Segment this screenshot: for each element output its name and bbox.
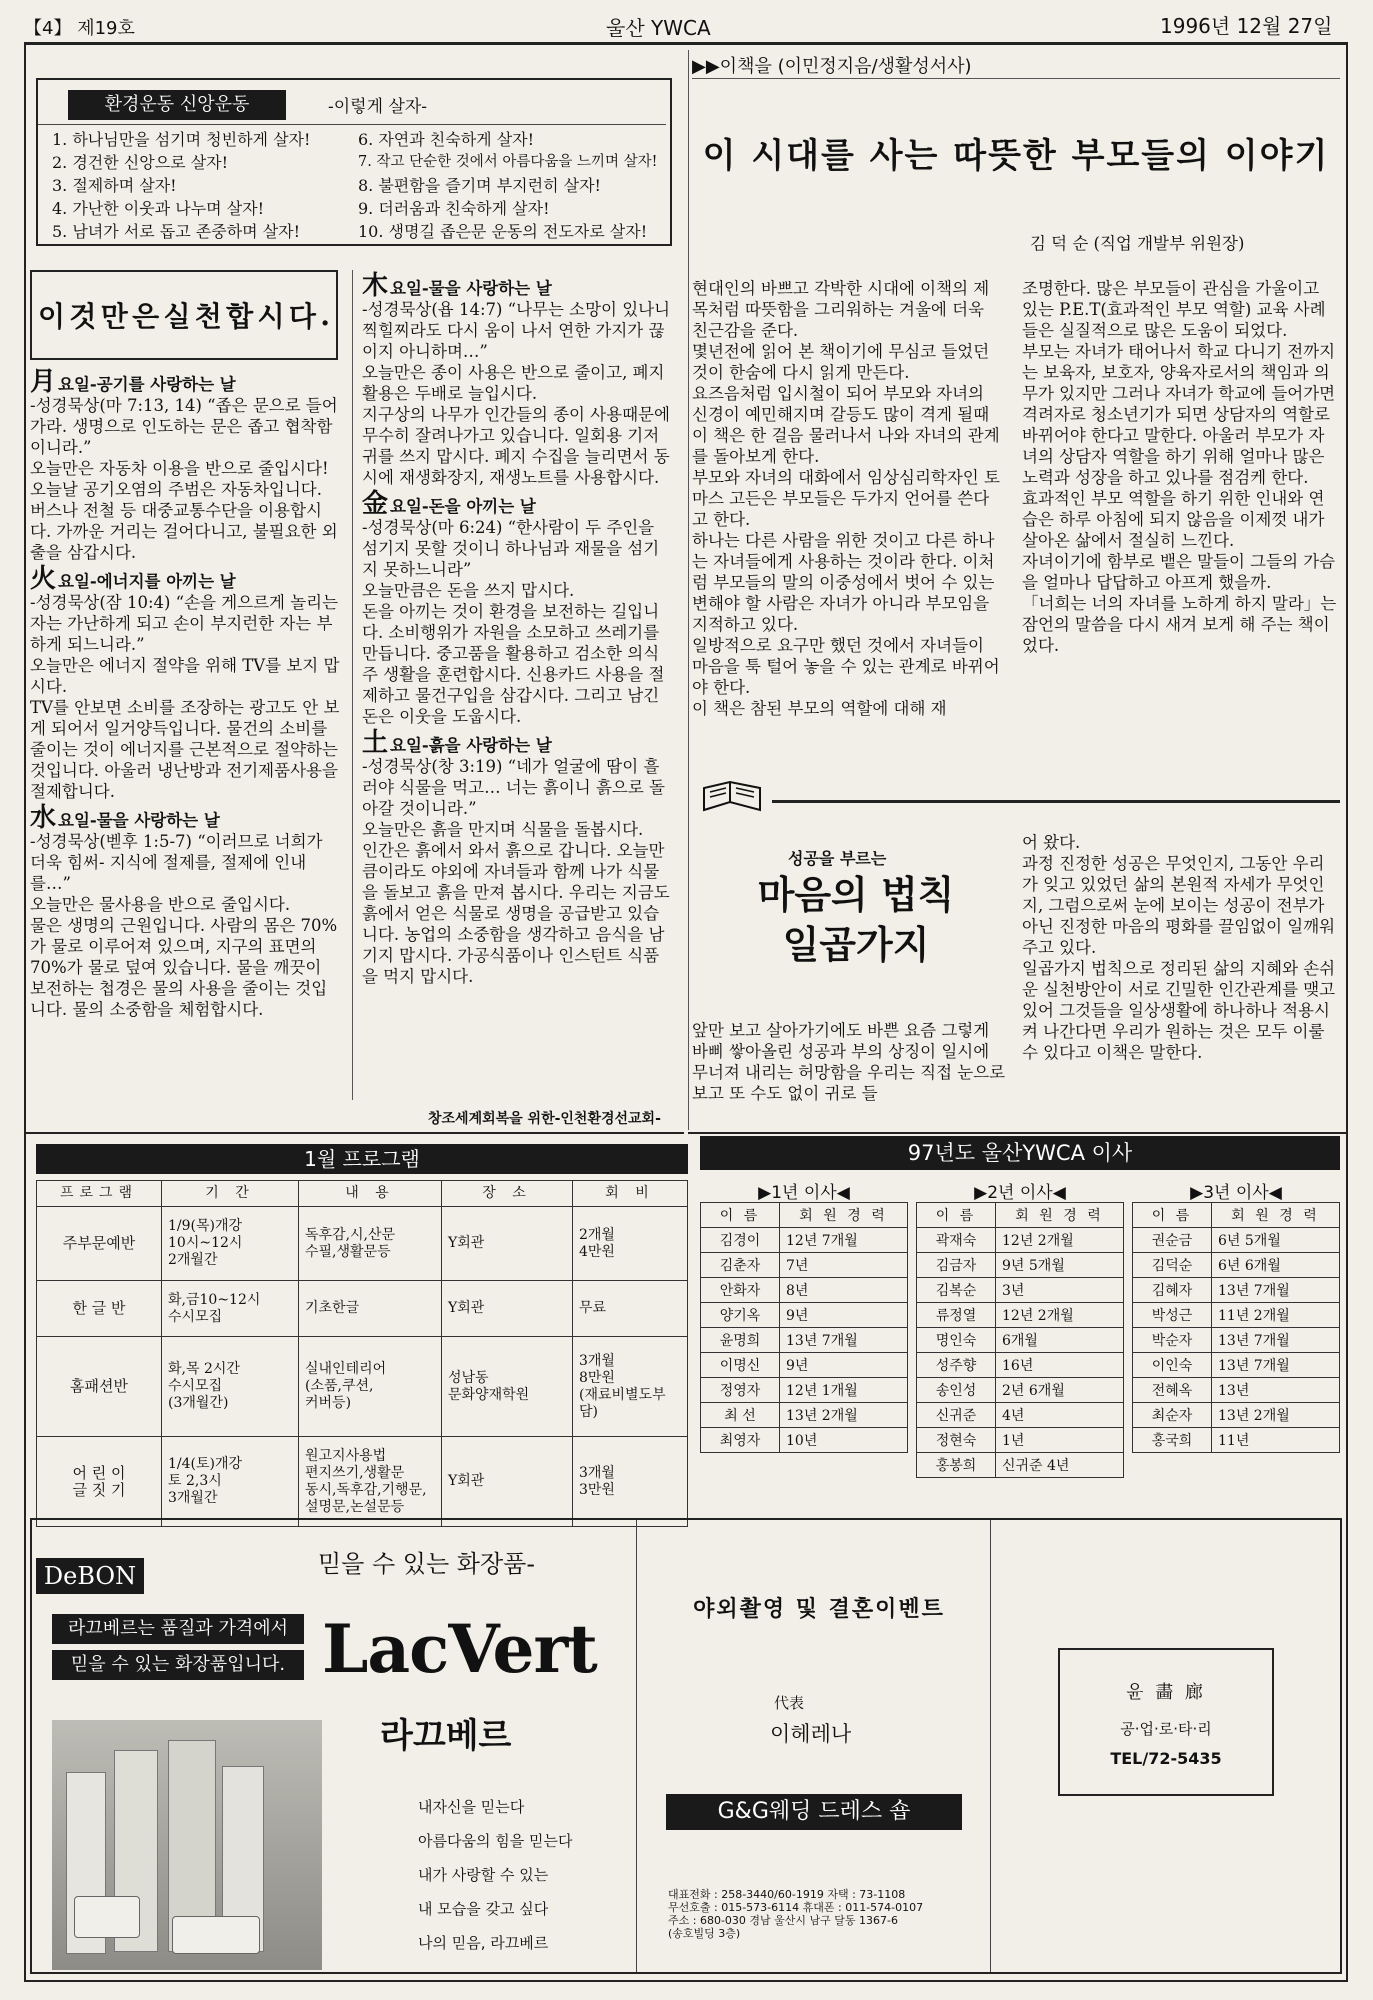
env-item: 8. 불편함을 즐기며 부지런히 살자! [358, 176, 601, 195]
studio-tel: TEL/72-5435 [1110, 1749, 1222, 1768]
env-item: 7. 작고 단순한 것에서 아름다움을 느끼며 살자! [358, 154, 658, 170]
table-row: 정현숙 1년 [917, 1428, 1124, 1453]
book-title: 이 시대를 사는 따뜻한 부모들의 이야기 [702, 136, 1330, 176]
table-row: 최영자 10년 [701, 1428, 908, 1453]
table-row: 전혜옥 13년 [1133, 1378, 1340, 1403]
header-rule [24, 42, 1348, 45]
table-row: 김경이 12년 7개월 [701, 1228, 908, 1253]
title-char: 것 [69, 300, 97, 333]
board-table-2: 이 름 회 원 경 력 곽재숙 12년 2개월 김금자 9년 5개월 김복순 3년 류정열 12년 2개월 명인숙 6개월 성주향 16년 송인성 2년 6개월 신귀준 4년 정현숙 1년 홍봉희 신귀준 4년 [916, 1202, 1124, 1478]
mind-rule [772, 800, 1340, 803]
table-row: 정영자 12년 1개월 [701, 1378, 908, 1403]
day-tuesday-body: -성경묵상(잠 10:4) “손을 게으르게 놀리는 자는 가난하게 되고 손이 부지런한 자는 부하게 되느니라.” 오늘만은 에너지 절약을 위해 TV를 보지 맙시다. TV를 안보면 소비를 조장하는 광고도 안 보게 되어서 일거양득입니다. 물건의 소비를 줄이는 것이 에너지를 근본적으로 절약하는 것입니다. 아울러 냉난방과 전기제품사용을 절제합니다. [30, 593, 340, 801]
title-char: 은 [132, 300, 160, 333]
table-row: 성주향 16년 [917, 1353, 1124, 1378]
practice-divider [352, 270, 353, 1100]
board-group-label: ▶3년 이사◀ [1190, 1183, 1282, 1203]
program-header-row: 프로그램 기 간 내 용 장 소 회 비 [37, 1181, 688, 1207]
lacvert-line: 내 모습을 갖고 싶다 [418, 1900, 549, 1918]
env-item: 9. 더러움과 친숙하게 살자! [358, 199, 550, 218]
lacvert-slogan-2: 믿을 수 있는 화장품입니다. [52, 1650, 304, 1680]
book-rule [692, 78, 1340, 79]
lacvert-tagline: 믿을 수 있는 화장품- [318, 1550, 536, 1578]
left-border [24, 42, 26, 1982]
column-divider [688, 50, 689, 1130]
section-rule-right [688, 1132, 1348, 1134]
table-row: 주부문예반 1/9(목)개강 10시~12시 2개월간 독후감,시,산문 수필,생활문등 Y회관 2개월 4만원 [37, 1207, 688, 1281]
board-group-3 [1132, 1178, 1340, 1453]
table-row: 송인성 2년 6개월 [917, 1378, 1124, 1403]
title-char: 만 [100, 300, 128, 333]
bottom-border [24, 1980, 1348, 1982]
table-row: 이명신 9년 [701, 1353, 908, 1378]
table-row: 박순자 13년 7개월 [1133, 1328, 1340, 1353]
table-row: 안화자 8년 [701, 1278, 908, 1303]
mind-title: 마음의 법칙 일곱가지 [757, 872, 955, 967]
env-item: 2. 경건한 신앙으로 살자! [52, 153, 229, 172]
day-friday-body: -성경묵상(마 6:24) “한사람이 두 주인을 섬기지 못할 것이니 하나님과 재물을 섬기지 못하느니라” 오늘만큼은 돈을 쓰지 맙시다. 돈을 아끼는 것이 환경을 보전하는 길입니다. 소비행위가 자원을 소모하고 쓰레기를 만듭니다. 중고품을 활용하고 검소한 의식주 생활을 훈련합시다. 신용카드 사용을 절제하고 물건구입을 삼갑시다. 그리고 남긴 돈은 이웃을 도웁시다. [362, 518, 665, 726]
book-label: ▶▶이책을 (이민정지음/생활성서사) [692, 56, 972, 77]
env-item: 10. 생명길 좁은문 운동의 전도자로 살자! [358, 222, 648, 241]
table-row: 최 선 13년 2개월 [701, 1403, 908, 1428]
mind-body-col1: 앞만 보고 살아가기에도 바쁜 요즘 그렇게 바삐 쌓아올린 성공과 부의 상징이 일시에 무너져 내리는 허망함을 우리는 직접 눈으로 보고 또 수도 없이 귀로 들 [692, 1021, 1011, 1103]
cosmetics-photo [52, 1720, 322, 1970]
env-list-left [52, 128, 382, 243]
title-char: 합 [226, 300, 254, 333]
table-row: 곽재숙 12년 2개월 [917, 1228, 1124, 1253]
title-char: 실 [163, 300, 191, 333]
wedding-rep-label: 代表 [774, 1694, 805, 1712]
book-icon [700, 780, 764, 820]
lacvert-line: 내가 사랑할 수 있는 [418, 1866, 549, 1884]
studio-subtitle: 공·업·로·타·리 [1120, 1720, 1212, 1738]
practice-col-mid [362, 270, 674, 987]
title-char: 다 [288, 300, 316, 333]
table-row: 김혜자 13년 7개월 [1133, 1278, 1340, 1303]
table-row: 홍국희 11년 [1133, 1428, 1340, 1453]
table-row: 홈패션반 화,목 2시간 수시모집 (3개월간) 실내인테리어 (소품,쿠션, 커버등) 성남동 문화양재학원 3개월 8만원 (재료비별도부담) [37, 1337, 688, 1437]
env-movement-box [36, 78, 672, 246]
program-table [36, 1180, 688, 1527]
masthead: 울산 YWCA [606, 16, 711, 40]
table-row: 최순자 13년 2개월 [1133, 1403, 1340, 1428]
table-row: 양기옥 9년 [701, 1303, 908, 1328]
practice-title [30, 270, 338, 360]
day-monday: 月요일-공기를 사랑하는 날 [30, 367, 236, 397]
page-number: 【4】 제19호 [24, 18, 135, 39]
env-item: 3. 절제하며 살자! [52, 176, 177, 195]
env-subtitle: -이렇게 살자- [328, 97, 428, 117]
table-row: 김복순 3년 [917, 1278, 1124, 1303]
env-divider [38, 124, 666, 125]
day-wednesday-body: -성경묵상(벧후 1:5-7) “이러므로 너희가 더욱 힘써- 지식에 절제를, 절제에 인내를…” 오늘만은 물사용을 반으로 줄입시다. 물은 생명의 근원입니다. 사람의 몸은 70%가 물로 이루어져 있으며, 지구의 표면의 70%가 물로 덮여 있습니다. 물을 깨끗이 보전하는 첩경은 물의 사용을 줄이는 것입니다. 물의 소중함을 체험합시다. [30, 832, 338, 1019]
ad-divider [990, 1520, 991, 1972]
day-thursday-body: -성경묵상(욥 14:7) “나무는 소망이 있나니 찍힐찌라도 다시 움이 나서 연한 가지가 끊이지 아니하며…” 오늘만은 종이 사용은 반으로 줄이고, 폐지활용은 두배로 늘입시다. 지구상의 나무가 인간들의 종이 사용때문에 무수히 잘려나가고 있습니다. 일회용 기저귀를 쓰지 맙시다. 폐지 수집을 늘리면서 동시에 재생화장지, 재생노트를 사용합시다. [362, 300, 671, 487]
table-row: 이인숙 13년 7개월 [1133, 1353, 1340, 1378]
table-row: 명인숙 6개월 [917, 1328, 1124, 1353]
table-row: 신귀준 4년 [917, 1403, 1124, 1428]
table-row: 박성근 11년 2개월 [1133, 1303, 1340, 1328]
book-body-col1: 현대인의 바쁘고 각박한 시대에 이책의 제목처럼 따뜻함을 그리워하는 겨울에 더욱 친근감을 준다. 몇년전에 읽어 본 책이기에 무심코 들었던 것이 한숨에 다시 읽게 만든다. 요즈음처럼 입시철이 되어 부모와 자녀의 신경이 예민해지며 갈등도 많이 격게 될때 이 책은 한 걸음 물러나서 나와 자녀의 관계를 돌아보게 한다. 부모와 자녀의 대화에서 임상심리학자인 토마스 고든은 부모들은 두가지 언어를 쓴다고 한다. 하나는 다른 사람을 위한 것이고 다른 하나는 자녀들에게 사용하는 것이라 한다. 이처럼 부모들의 말의 이중성에서 벗어 수 있는 변해야 할 사람은 자녀가 아니라 부모임을 지적하고 있다. 일방적으로 요구만 했던 것에서 자녀들이 마음을 툭 털어 놓을 수 있는 관계로 바뀌어야 한다. 이 책은 참된 부모의 역할에 대해 재 [692, 279, 1000, 718]
title-char: 천 [194, 300, 222, 333]
wedding-rep-name: 이헤레나 [770, 1722, 852, 1746]
board-table-3: 이 름 회 원 경 력 권순금 6년 5개월 김덕순 6년 6개월 김혜자 13년 7개월 박성근 11년 2개월 박순자 13년 7개월 이인숙 13년 7개월 전혜옥 13년 최순자 13년 2개월 홍국희 11년 [1132, 1202, 1340, 1453]
lacvert-line: 나의 믿음, 라끄베르 [418, 1934, 549, 1952]
day-monday-body: -성경묵상(마 7:13, 14) “좁은 문으로 들어가라. 생명으로 인도하는 문은 좁고 협착함이니라.” 오늘만은 자동차 이용을 반으로 줄입시다! 오늘날 공기오염의 주범은 자동차입니다. 버스나 전철 등 대중교통수단을 이용합시다. 가까운 거리는 걸어다니고, 불필요한 외출을 삼갑시다. [30, 396, 338, 562]
table-row: 어 린 이 글 짓 기 1/4(토)개강 토 2,3시 3개월간 원고지사용법 편지쓰기,생활문 동시,독후감,기행문, 설명문,논설문등 Y회관 3개월 3만원 [37, 1437, 688, 1527]
issue-date: 1996년 12월 27일 [1160, 14, 1333, 38]
section-rule [24, 1132, 684, 1134]
table-row: 김춘자 7년 [701, 1253, 908, 1278]
day-saturday-body: -성경묵상(창 3:19) “네가 얼굴에 땀이 흘러야 식물을 먹고… 너는 흙이니 흙으로 돌아갈 것이니라.” 오늘만은 흙을 만지며 식물을 돌봅시다. 인간은 흙에서 와서 흙으로 갑니다. 오늘만큼이라도 야외에 자녀들과 함께 나가 식물을 돌보고 흙을 만져 봅시다. 우리는 지금도 흙에서 얻은 식물로 생명을 공급받고 있습니다. 농업의 소중함을 생각하고 음식을 남기지 맙시다. 가공식품이나 인스턴트 식품을 먹지 맙시다. [362, 757, 670, 986]
lacvert-lines [418, 1790, 572, 1960]
env-tag: 환경운동 신앙운동 [68, 90, 286, 120]
lacvert-slogan-1: 라끄베르는 품질과 가격에서 [52, 1614, 304, 1644]
table-row: 윤명희 13년 7개월 [701, 1328, 908, 1353]
table-row: 홍봉희 신귀준 4년 [917, 1453, 1124, 1478]
env-item: 5. 남녀가 서로 돕고 존중하며 살자! [52, 222, 301, 241]
practice-source: 창조세계회복을 위한-인천환경선교회- [428, 1111, 661, 1127]
ad-divider [636, 1520, 637, 1972]
day-friday: 金요일-돈을 아끼는 날 [362, 489, 536, 519]
board-table-1: 이 름 회 원 경 력 김경이 12년 7개월 김춘자 7년 안화자 8년 양기옥 9년 윤명희 13년 7개월 이명신 9년 정영자 12년 1개월 최 선 13년 2개월 최영자 10년 [700, 1202, 908, 1453]
board-group-label: ▶2년 이사◀ [974, 1183, 1066, 1203]
debon-logo: DeBON [36, 1558, 144, 1594]
jar-image [74, 1896, 140, 1938]
right-border [1346, 42, 1348, 1982]
title-char: 시 [257, 300, 285, 333]
table-row: 권순금 6년 5개월 [1133, 1228, 1340, 1253]
wedding-headline: 야외촬영 및 결혼이벤트 [693, 1597, 945, 1622]
practice-col-left [30, 366, 342, 1020]
board-group-1 [700, 1178, 908, 1453]
title-char: 이 [38, 300, 66, 333]
board-group-label: ▶1년 이사◀ [758, 1183, 850, 1203]
lacvert-logo-korean: 라끄베르 [380, 1716, 512, 1756]
lacvert-logo: LacVert [322, 1610, 597, 1688]
mind-kicker: 성공을 부르는 [788, 849, 887, 868]
jar-image [172, 1916, 260, 1954]
wedding-shop-name: G&G웨딩 드레스 숍 [666, 1794, 962, 1830]
day-saturday: 土요일-흙을 사랑하는 날 [362, 728, 552, 758]
program-title: 1월 프로그램 [36, 1144, 688, 1174]
lacvert-line: 아름다움의 힘을 믿는다 [418, 1832, 573, 1850]
table-row: 한 글 반 화,금10~12시 수시모집 기초한글 Y회관 무료 [37, 1281, 688, 1337]
book-body-col2: 조명한다. 많은 부모들이 관심을 가울이고 있는 P.E.T(효과적인 부모 역할) 교육 사례들은 실질적으로 많은 도움이 되었다. 부모는 자녀가 태어나서 학교 다니기 전까지는 보육자, 보호자, 양육자로서의 책임과 의무가 있지만 그러나 자녀가 학교에 들어가면 격려자로 청소년기가 되면 상담자의 역할로 바뀌어야 한다고 말한다. 아울러 부모가 자녀의 상담자 역할을 하기 위해 얼마나 많은 노력과 성장을 하고 있나를 점검케 한다. 효과적인 부모 역할을 하기 위한 인내와 연습은 하루 아침에 되지 않음을 이제껏 내가 살아온 삶에서 절실히 느낀다. 자녀이기에 함부로 뱉은 말들이 그들의 가슴을 얼마나 답답하고 아프게 했을까. 「너희는 너의 자녀를 노하게 하지 말라」는 잠언의 말씀을 다시 새겨 보게 해 주는 책이었다. [1022, 279, 1337, 655]
table-row: 김덕순 6년 6개월 [1133, 1253, 1340, 1278]
day-thursday: 木요일-물을 사랑하는 날 [362, 271, 552, 301]
book-author: 김 덕 순 (직업 개발부 위원장) [1030, 234, 1245, 253]
board-title: 97년도 울산YWCA 이사 [700, 1136, 1340, 1170]
mind-body-col2: 어 왔다. 과정 진정한 성공은 무엇인지, 그동안 우리가 잊고 있었던 삶의 본원적 자세가 무엇인지, 그럼으로써 눈에 보이는 성공이 전부가 아닌 진정한 마음의 평화를 끌임없이 일깨워 주고 있다. 일곱가지 법칙으로 정리된 삶의 지혜와 손쉬운 실천방안이 서로 긴밀한 인간관계를 맺고 있어 그것들을 일상생활에 하나하나 적용시켜 나간다면 우리가 원하는 것은 모두 이룰 수 있다고 이책은 말한다. [1022, 833, 1336, 1062]
board-group-2 [916, 1178, 1124, 1478]
day-tuesday: 火요일-에너지를 아끼는 날 [30, 564, 236, 594]
day-wednesday: 水요일-물을 사랑하는 날 [30, 803, 220, 833]
table-row: 김금자 9년 5개월 [917, 1253, 1124, 1278]
table-row: 류정열 12년 2개월 [917, 1303, 1124, 1328]
studio-ad [1058, 1648, 1274, 1796]
env-item: 6. 자연과 친숙하게 살자! [358, 130, 535, 149]
title-char: . [320, 298, 330, 332]
wedding-contact: 대표전화 : 258-3440/60-1919 자택 : 73-1108 무선호출 : 015-573-6114 휴대폰 : 011-574-0107 주소 : 680-030 경남 울산시 남구 달동 1367-6 (송호빌딩 3층) [668, 1888, 924, 1940]
studio-name: 윤 畵 廊 [1126, 1682, 1206, 1703]
env-item: 4. 가난한 이웃과 나누며 살자! [52, 199, 265, 218]
lacvert-line: 내자신을 믿는다 [418, 1798, 525, 1816]
env-item: 1. 하나님만을 섬기며 청빈하게 살자! [52, 130, 311, 149]
env-list-right [358, 128, 670, 243]
